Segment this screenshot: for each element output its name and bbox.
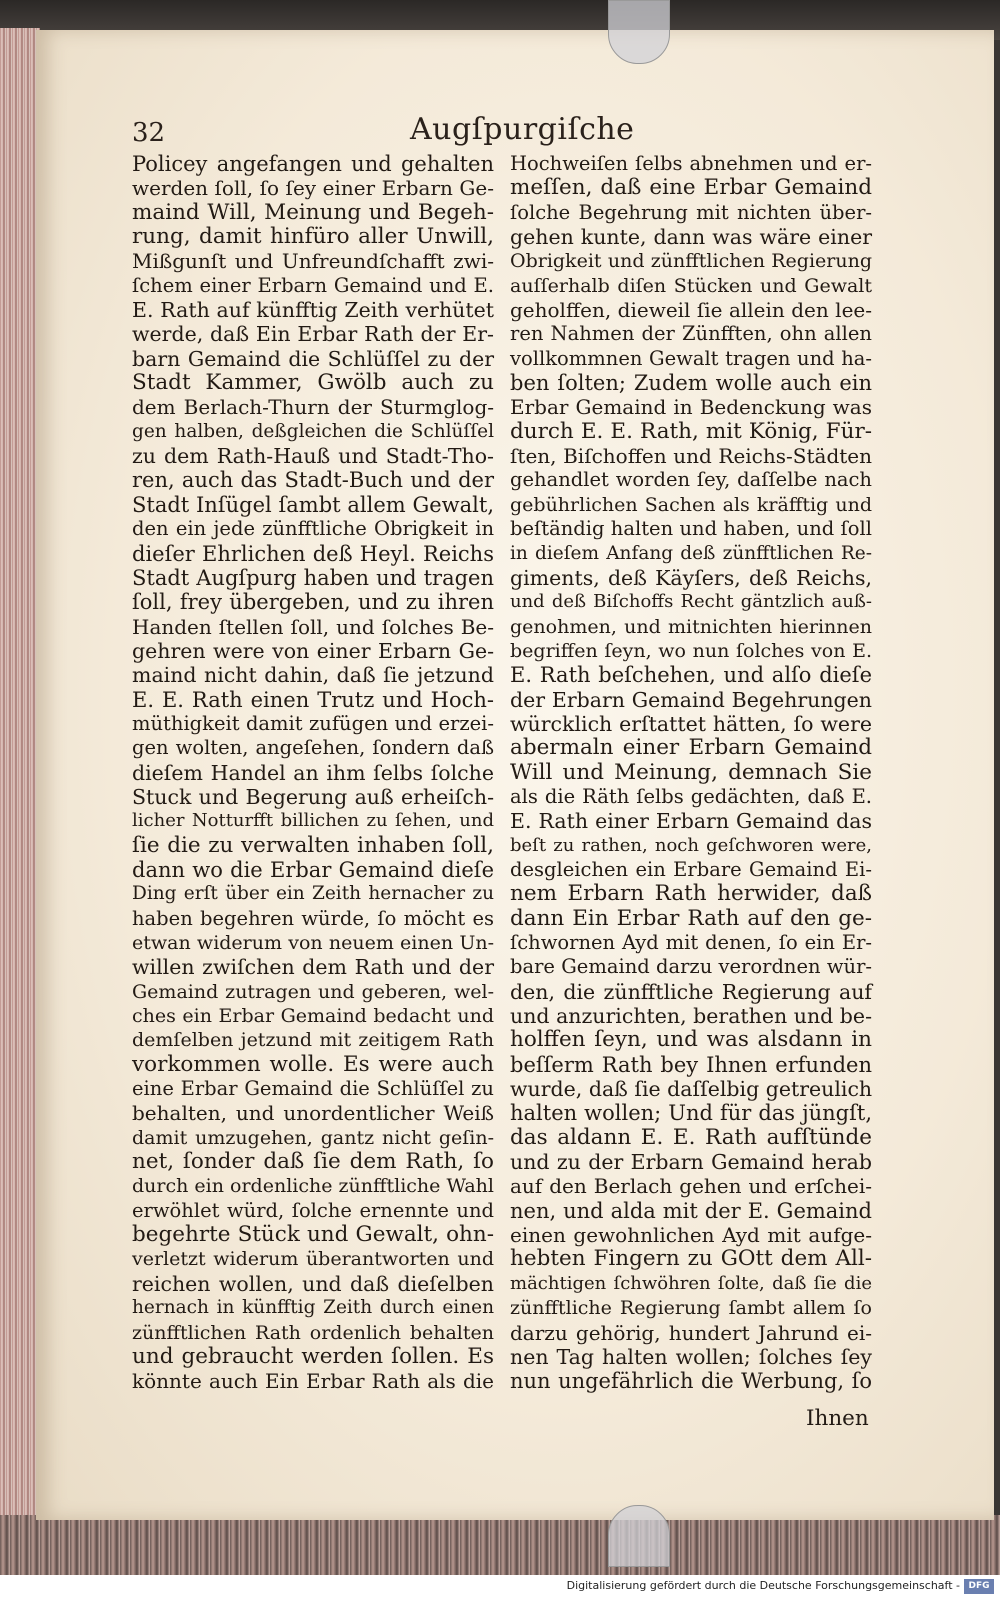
text-line: verletzt widerum überantworten und — [132, 1248, 494, 1271]
text-line: begriffen ſeyn, wo nun ſolches von E. — [510, 639, 872, 662]
text-line: einen gewohnlichen Ayd mit aufge- — [510, 1223, 872, 1248]
text-line: holffen ſeyn, und was alsdann in — [510, 1027, 872, 1053]
footer-bar — [0, 1575, 1000, 1600]
text-line: barn Gemaind die Schlüſſel zu der — [132, 346, 494, 371]
text-line: E. E. Rath einen Trutz und Hoch- — [132, 687, 494, 712]
text-line: genohmen, und mitnichten hierinnen — [510, 615, 872, 638]
text-line: den, die zünfftliche Regierung auf — [510, 979, 872, 1004]
text-line: Stuck und Begerung auß erheiſch- — [132, 784, 494, 809]
text-line: desgleichen ein Erbare Gemaind Ei- — [510, 857, 872, 881]
text-line: würcklich erſtattet hätten, ſo were — [510, 711, 872, 736]
text-line: Handen ſtellen ſoll, und ſolches Be- — [132, 614, 494, 639]
text-line: hebten Fingern zu GOtt dem All- — [510, 1246, 872, 1272]
text-line: gen wolten, angeſehen, ſondern daß — [132, 736, 494, 760]
text-line: bare Gemaind darzu verordnen wür- — [510, 955, 872, 979]
text-line: dann Ein Erbar Rath auf den ge- — [510, 905, 872, 931]
text-line: maind nicht dahin, daß ſie jetzund — [132, 663, 494, 688]
text-line: ſoll, frey übergeben, und zu ihren — [132, 590, 494, 615]
text-line: nen, und alda mit der E. Gemaind — [510, 1198, 872, 1223]
text-line: E. Rath beſchehen, und alſo dieſe — [510, 663, 872, 688]
text-line: begehrte Stück und Gewalt, ohn- — [132, 1222, 494, 1248]
text-line: giments, deß Käyſers, deß Reichs, — [510, 565, 872, 590]
text-line: Will und Meinung, demnach Sie — [510, 759, 872, 785]
text-line: zünfftlichen Rath ordenlich behalten — [132, 1321, 494, 1344]
text-line: ſolche Begehrung mit nichten über- — [510, 200, 872, 224]
text-line: Gemaind zutragen und geberen, wel- — [132, 980, 494, 1003]
text-line: dem Berlach-Thurn der Sturmglog- — [132, 395, 494, 420]
text-line: auf den Berlach gehen und erſchei- — [510, 1174, 872, 1199]
text-line: dieſem Handel an ihm ſelbs ſolche — [132, 760, 494, 785]
text-line: nun ungefährlich die Werbung, ſo — [510, 1369, 872, 1394]
left-text-column — [132, 152, 494, 1394]
text-line: E. Rath einer Erbarn Gemaind das — [510, 809, 872, 834]
text-line: ſie die zu verwalten inhaben ſoll, — [132, 832, 494, 858]
text-line: reichen wollen, und daß dieſelben — [132, 1271, 494, 1296]
text-line: und anzurichten, berathen und be- — [510, 1004, 872, 1029]
text-line: Erbar Gemaind in Bedenckung was — [510, 395, 872, 420]
text-line: gehandlet worden ſey, daſſelbe nach — [510, 468, 872, 492]
text-line: werden ſoll, ſo ſey einer Erbarn Ge- — [132, 176, 494, 201]
text-line: gebührlichen Sachen als kräfftig und — [510, 493, 872, 516]
text-line: abermaln einer Erbarn Gemaind — [510, 735, 872, 761]
page-clip-top — [608, 0, 670, 64]
text-line: gehen kunte, dann was wäre einer — [510, 225, 872, 250]
text-line: gehren were von einer Erbarn Ge- — [132, 638, 494, 663]
text-line: ches ein Erbar Gemaind bedacht und — [132, 1005, 494, 1028]
text-line: ben ſolten; Zudem wolle auch ein — [510, 371, 872, 396]
page-clip-bottom — [608, 1505, 670, 1567]
text-line: Mißgunſt und Unfreundſchafft zwi- — [132, 249, 494, 274]
dfg-logo: DFG — [964, 1579, 994, 1594]
text-line: vorkommen wolle. Es were auch — [132, 1051, 494, 1077]
page-number: 32 — [132, 118, 166, 148]
text-line: hernach in künfftig Zeith durch einen — [132, 1297, 494, 1319]
text-line: gen halben, deßgleichen die Schlüſſel — [132, 420, 494, 442]
text-line: werde, daß Ein Erbar Rath der Er- — [132, 322, 494, 347]
text-line: beſtändig halten und haben, und ſoll — [510, 517, 872, 541]
text-line: zu dem Rath-Hauß und Stadt-Tho- — [132, 444, 494, 469]
text-line: nem Erbarn Rath herwider, daß — [510, 881, 872, 907]
text-line: ſchwornen Ayd mit denen, ſo ein Er- — [510, 931, 872, 954]
text-line: geholffen, dieweil ſie allein den lee- — [510, 298, 872, 323]
text-line: auſſerhalb diſen Stücken und Gewalt — [510, 274, 872, 297]
text-line: zünfftliche Regierung ſambt allem ſo — [510, 1297, 872, 1320]
text-line: beſſerm Rath bey Ihnen erfunden — [510, 1052, 872, 1077]
text-line: mächtigen ſchwöhren ſolte, daß ſie die — [510, 1272, 872, 1294]
text-line: eine Erbar Gemaind die Schlüſſel zu — [132, 1077, 494, 1101]
text-line: erwöhlet würd, ſolche ernennte und — [132, 1198, 494, 1222]
text-line: ſchem einer Erbarn Gemaind und E. — [132, 273, 494, 297]
text-line: demſelben jetzund mit zeitigem Rath — [132, 1029, 494, 1052]
text-line: Policey angefangen und gehalten — [132, 152, 494, 176]
text-line: Stadt Inſügel ſambt allem Gewalt, — [132, 492, 494, 517]
text-line: nen Tag halten wollen; ſolches ſey — [510, 1344, 872, 1369]
text-line: darzu gehörig, hundert Jahrund ei- — [510, 1320, 872, 1345]
book-cover-bottom — [0, 1515, 1000, 1575]
text-line: E. Rath auf künfftig Zeith verhütet — [132, 298, 494, 323]
text-line: und deß Biſchoffs Recht gäntzlich auß- — [510, 591, 872, 613]
text-line: Hochweiſen ſelbs abnehmen und er- — [510, 152, 872, 175]
text-line: rung, damit hinfüro aller Unwill, — [132, 224, 494, 250]
running-head: Augſpurgiſche — [410, 112, 635, 147]
text-line: behalten, und unordentlicher Weiß — [132, 1101, 494, 1126]
text-line: halten wollen; Und für das jüngſt, — [510, 1101, 872, 1126]
text-line: dann wo die Erbar Gemaind dieſe — [132, 857, 494, 882]
text-line: als die Räth ſelbs gedächten, daß E. — [510, 784, 872, 808]
text-line: Stadt Kammer, Gwölb auch zu — [132, 370, 494, 396]
text-line: in dieſem Anfang deß zünfftlichen Re- — [510, 542, 872, 564]
text-line: den ein jede zünfftliche Obrigkeit in — [132, 517, 494, 541]
catchword: Ihnen — [806, 1406, 869, 1431]
text-line: net, ſonder daß ſie dem Rath, ſo — [132, 1149, 494, 1175]
text-line: müthigkeit damit zufügen und erzei- — [132, 711, 494, 735]
text-line: und zu der Erbarn Gemaind herab — [510, 1150, 872, 1175]
book-page-edges — [0, 28, 40, 1568]
text-line: durch E. E. Rath, mit König, Für- — [510, 418, 872, 444]
text-line: etwan widerum von neuem einen Un- — [132, 932, 494, 954]
text-line: und gebraucht werden ſollen. Es — [132, 1343, 494, 1369]
text-line: damit umzugehen, gantz nicht geſin- — [132, 1126, 494, 1149]
footer-credit: Digitalisierung gefördert durch die Deutsche Forschungsgemeinschaft - — [566, 1579, 960, 1592]
text-line: wurde, daß ſie daſſelbig getreulich — [510, 1077, 873, 1102]
text-line: vollkommnen Gewalt tragen und ha- — [510, 346, 872, 370]
right-text-column — [510, 152, 872, 1394]
text-line: Ding erſt über ein Zeith hernacher zu — [132, 883, 494, 905]
text-line: dieſer Ehrlichen deß Heyl. Reichs — [132, 541, 494, 566]
text-line: ren, auch das Stadt-Buch und der — [132, 468, 494, 493]
text-line: maind Will, Meinung und Begeh- — [132, 199, 494, 225]
text-line: der Erbarn Gemaind Begehrungen — [510, 687, 872, 712]
text-line: meſſen, daß eine Erbar Gemaind — [510, 175, 872, 201]
text-line: beſt zu rathen, noch geſchworen were, — [510, 834, 872, 856]
text-line: Obrigkeit und zünfftlichen Regierung — [510, 250, 872, 273]
text-line: licher Notturfft billichen zu ſehen, und — [132, 810, 494, 832]
text-line: ſten, Biſchoffen und Reichs-Städten — [510, 444, 872, 469]
text-line: das aldann E. E. Rath aufſtünde — [510, 1124, 872, 1150]
text-line: willen zwiſchen dem Rath und der — [132, 955, 494, 980]
text-line: Stadt Augſpurg haben und tragen — [132, 565, 494, 590]
text-line: haben begehren würde, ſo möcht es — [132, 906, 494, 930]
text-line: durch ein ordenliche zünfftliche Wahl — [132, 1175, 494, 1198]
text-line: könnte auch Ein Erbar Rath als die — [132, 1369, 494, 1394]
text-line: ren Nahmen der Zünfften, ohn allen — [510, 322, 872, 346]
